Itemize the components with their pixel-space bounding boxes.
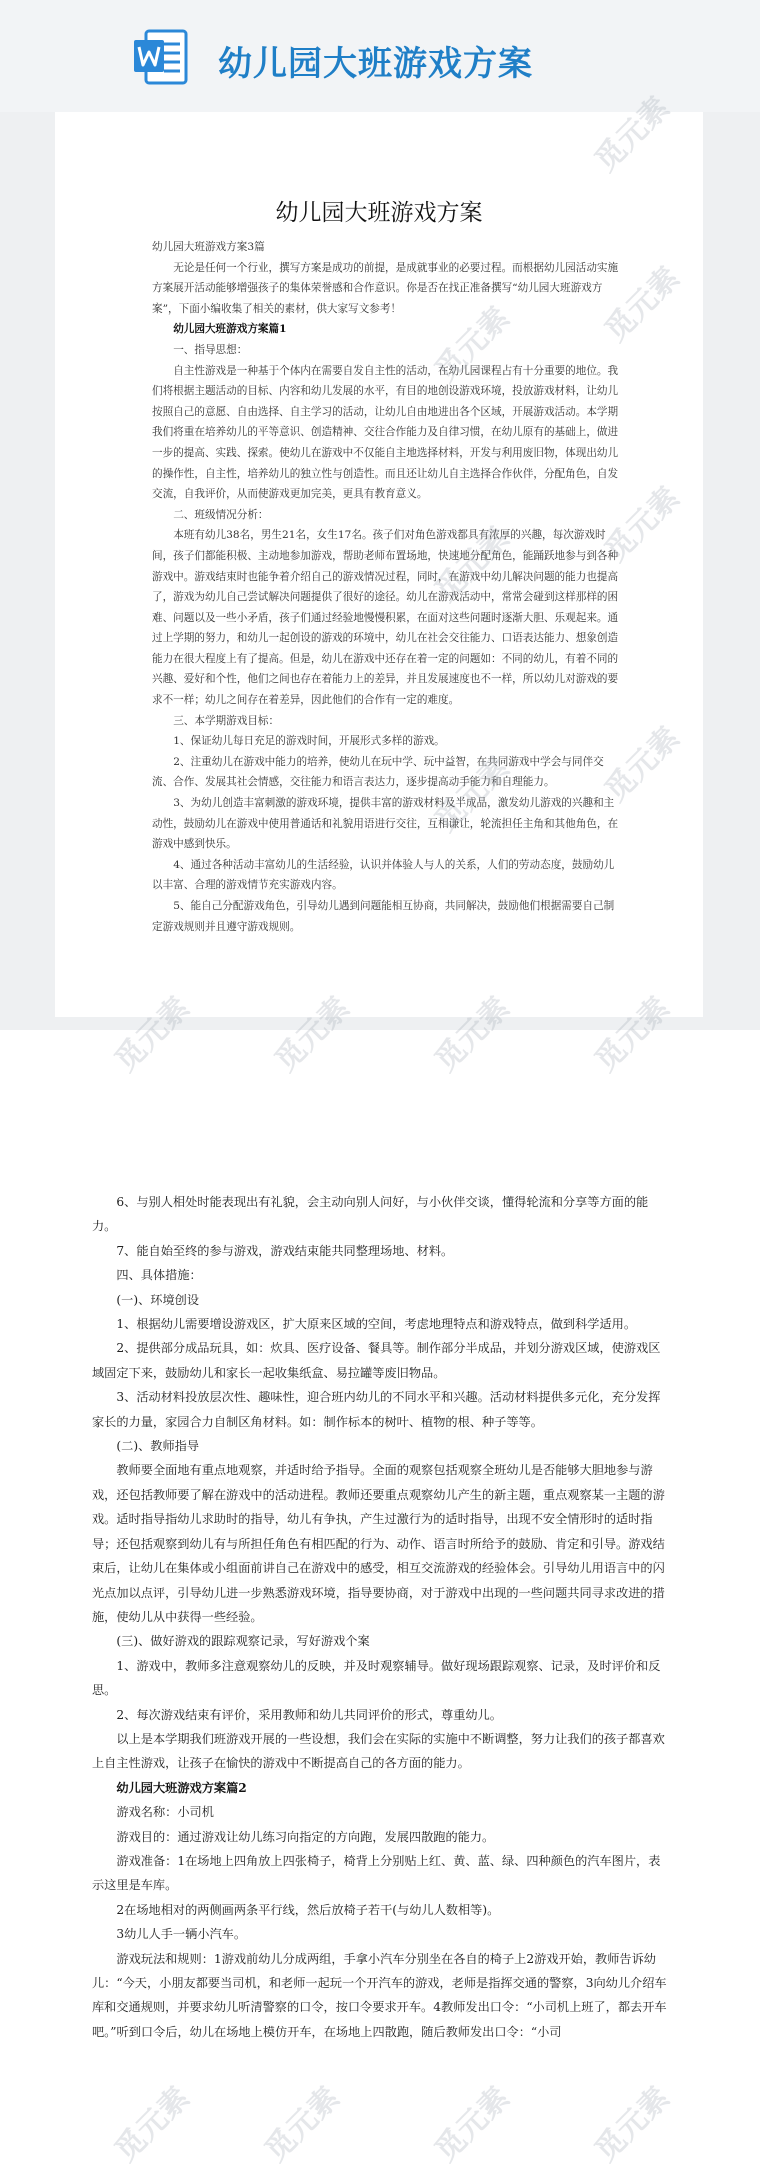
watermark-text: 觅元素 [428, 300, 517, 389]
paragraph: 游戏准备：1在场地上四角放上四张椅子，椅背上分别贴上红、黄、蓝、绿、四种颜色的汽车图片，表示这里是车库。 [92, 1853, 661, 1893]
watermark-text: 觅元素 [588, 90, 677, 179]
watermark-text: 觅元素 [598, 260, 687, 349]
watermark-text: 觅元素 [428, 520, 517, 609]
paragraph: (二)、教师指导 [116, 1439, 200, 1454]
word-document-icon [132, 28, 190, 86]
paragraph: 4、通过各种活动丰富幼儿的生活经验，认识并体验人与人的关系，人们的劳动态度，鼓励幼儿以丰富、合理的游戏情节充实游戏内容。 [152, 858, 615, 892]
paragraph: 5、能自己分配游戏角色，引导幼儿遇到问题能相互协商，共同解决，鼓励他们根据需要自己制定游戏规则并且遵守游戏规则。 [152, 900, 615, 933]
paragraph: 一、指导思想： [173, 343, 248, 356]
paragraph: 7、能自始至终的参与游戏，游戏结束能共同整理场地、材料。 [116, 1243, 454, 1258]
watermark-text: 觅元素 [428, 750, 517, 839]
paragraph: 2、提供部分成品玩具，如：炊具、医疗设备、餐具等。制作部分半成品，并划分游戏区域，使游戏区域固定下来，鼓励幼儿和家长一起收集纸盒、易拉罐等废旧物品。 [92, 1341, 661, 1380]
paragraph: 2、每次游戏结束有评价，采用教师和幼儿共同评价的形式，尊重幼儿。 [116, 1707, 502, 1722]
watermark-text: 觅元素 [598, 480, 687, 569]
page-gap [0, 1030, 760, 1170]
paragraph: (一)、环境创设 [116, 1292, 200, 1307]
paragraph: 3、活动材料投放层次性、趣味性，迎合班内幼儿的不同水平和兴趣。活动材料提供多元化，充分发挥家长的力量，家园合力自制区角材料。如：制作标本的树叶、植物的根、种子等等。 [92, 1390, 661, 1429]
document-page-2 [92, 1190, 672, 2044]
paragraph: 1、保证幼儿每日充足的游戏时间，开展形式多样的游戏。 [173, 735, 445, 748]
document-page-1 [55, 112, 703, 1017]
paragraph: 以上是本学期我们班游戏开展的一些设想，我们会在实际的实施中不断调整，努力让我们的孩子都喜欢上自主性游戏，让孩子在愉快的游戏中不断提高自己的各方面的能力。 [92, 1731, 665, 1771]
paragraph: 2、注重幼儿在游戏中能力的培养，使幼儿在玩中学、玩中益智，在共同游戏中学会与同伴交流、合作、发展其社会情感，交往能力和语言表达力，逐步提高动手能力和自理能力。 [152, 755, 604, 789]
document-title: 幼儿园大班游戏方案 [275, 200, 483, 226]
paragraph: 游戏玩法和规则：1游戏前幼儿分成两组，手拿小汽车分别坐在各自的椅子上2游戏开始，教师告诉幼儿：“今天，小朋友都要当司机，和老师一起玩一个开汽车的游戏，老师是指挥交通的警察，3向幼儿介绍车库和交通规则，并要求幼儿听清警察的口令，按口令要求开车。4教师发出口令：“小司机上班了，都去开车吧。”听到口令后，幼儿在场地上模仿开车，在场地上四散跑，随后教师发出口令：“小司 [92, 1951, 667, 2039]
paragraph: (三)、做好游戏的跟踪观察记录，写好游戏个案 [116, 1634, 370, 1649]
page1-body [152, 237, 622, 937]
paragraph: 游戏目的：通过游戏让幼儿练习向指定的方向跑，发展四散跑的能力。 [116, 1829, 495, 1844]
watermark-text: 觅元素 [108, 990, 197, 1079]
watermark-text: 觅元素 [258, 2080, 347, 2169]
watermark-text: 觅元素 [588, 990, 677, 1079]
paragraph: 无论是任何一个行业，撰写方案是成功的前提，是成就事业的必要过程。而根据幼儿园活动实施方案展开活动能够增强孩子的集体荣誉感和合作意识。你是否在找正准备撰写“幼儿园大班游戏方案”，下面小编收集了相关的素材，供大家写文参考！ [152, 261, 619, 315]
paragraph: 3幼儿人手一辆小汽车。 [116, 1927, 247, 1942]
paragraph: 1、根据幼儿需要增设游戏区，扩大原来区域的空间，考虑地理特点和游戏特点，做到科学适用。 [116, 1317, 637, 1332]
paragraph: 2在场地相对的两侧画两条平行线，然后放椅子若干(与幼儿人数相等)。 [116, 1902, 500, 1917]
paragraph: 幼儿园大班游戏方案3篇 [152, 241, 265, 253]
watermark-text: 觅元素 [428, 990, 517, 1079]
paragraph: 1、游戏中，教师多注意观察幼儿的反映，并及时观察辅导。做好现场跟踪观察、记录，及时评价和反思。 [92, 1658, 661, 1698]
paragraph: 教师要全面地有重点地观察，并适时给予指导。全面的观察包括观察全班幼儿是否能够大胆地参与游戏，还包括教师要了解在游戏中的活动进程。教师还要重点观察幼儿产生的新主题，重点观察某一主题的游戏。适时指导指幼儿求助时的指导，幼儿有争执，产生过激行为的适时指导，出现不安全情形时的适时指导；还包括观察到幼儿有与所担任角色有相匹配的行为、动作、语言时所给予的鼓励、肯定和引导。游戏结束后，让幼儿在集体或小组面前讲自己在游戏中的感受，相互交流游戏的经验体会。引导幼儿用语言中的闪光点加以点评，引导幼儿进一步熟悉游戏环境，指导要协商，对于游戏中出现的一些问题共同寻求改进的措施，使幼儿从中获得一些经验。 [92, 1463, 665, 1624]
paragraph: 三、本学期游戏目标： [173, 714, 280, 727]
section-heading: 幼儿园大班游戏方案篇2 [116, 1780, 247, 1795]
watermark-text: 觅元素 [598, 720, 687, 809]
section-heading: 幼儿园大班游戏方案篇1 [173, 323, 287, 336]
watermark-text: 觅元素 [108, 2080, 197, 2169]
paragraph: 本班有幼儿38名，男生21名，女生17名。孩子们对角色游戏都具有浓厚的兴趣，每次游戏时间，孩子们都能积极、主动地参加游戏，帮助老师布置场地，快速地分配角色，能踊跃地参与到各种游戏中。游戏结束时也能争着介绍自己的游戏情况过程，同时，在游戏中幼儿解决问题的能力也提高了，游戏为幼儿自己尝试解决问题提供了很好的途径。幼儿在游戏活动中，常常会碰到这样那样的困难、问题以及一些小矛盾，孩子们通过经验地慢慢积累，在面对这些问题时逐渐大胆、乐观起来。通过上学期的努力，和幼儿一起创设的游戏的环境中，幼儿在社会交往能力、口语表达能力、想象创造能力在很大程度上有了提高。但是，幼儿在游戏中还存在着一定的问题如：不同的幼儿，有着不同的兴趣、爱好和个性，他们之间也存在着能力上的差异，并且发展速度也不一样，所以幼儿对游戏的要求不一样；幼儿之间存在着差异，因此他们的合作有一定的难度。 [152, 529, 619, 707]
paragraph: 6、与别人相处时能表现出有礼貌，会主动向别人问好，与小伙伴交谈，懂得轮流和分享等方面的能力。 [92, 1195, 649, 1234]
watermark-text: 觅元素 [428, 2080, 517, 2169]
paragraph: 3、为幼儿创造丰富刺激的游戏环境，提供丰富的游戏材料及半成品，激发幼儿游戏的兴趣和主动性，鼓励幼儿在游戏中使用普通话和礼貌用语进行交往，互相谦让，轮流担任主角和其他角色，在游戏中感到快乐。 [152, 797, 619, 851]
paragraph: 游戏名称：小司机 [116, 1805, 214, 1820]
paragraph: 自主性游戏是一种基于个体内在需要自发自主性的活动，在幼儿园课程占有十分重要的地位。我们将根据主题活动的目标、内容和幼儿发展的水平，有目的地创设游戏环境，投放游戏材料，让幼儿按照自己的意愿、自由选择、自主学习的活动，让幼儿自由地进出各个区域，开展游戏活动。本学期我们将重在培养幼儿的平等意识、创造精神、交往合作能力及自律习惯，在幼儿原有的基础上，做进一步的提高、实践、探索。使幼儿在游戏中不仅能自主地选择材料，开发与利用废旧物，体现出幼儿的操作性，自主性，培养幼儿的独立性与创造性。而且还让幼儿自主选择合作伙伴，分配角色，自发交流，自我评价，从而使游戏更加完美，更具有教育意义。 [152, 364, 619, 501]
watermark-text: 觅元素 [588, 2080, 677, 2169]
paragraph: 四、具体措施： [116, 1268, 202, 1283]
header-banner [0, 0, 760, 112]
paragraph: 二、班级情况分析： [173, 508, 269, 521]
watermark-text: 觅元素 [268, 990, 357, 1079]
banner-title: 幼儿园大班游戏方案 [218, 44, 533, 84]
